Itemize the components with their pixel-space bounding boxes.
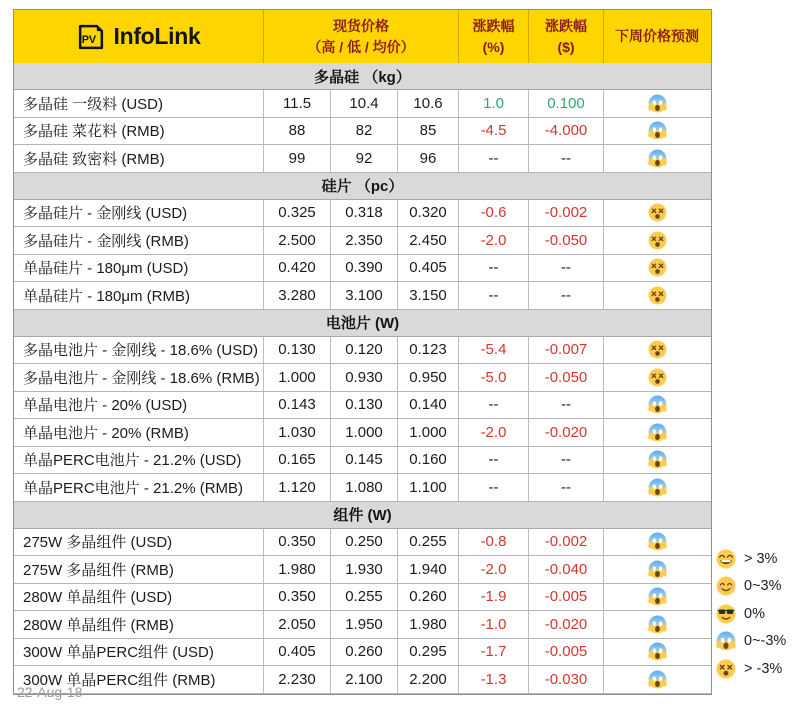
change-usd: -4.000 <box>529 118 604 145</box>
scream-face-icon <box>604 584 710 611</box>
change-percent: -2.0 <box>459 227 529 254</box>
table-row <box>14 392 711 420</box>
product-label: 多晶电池片 - 金刚线 - 18.6% (RMB) <box>14 364 264 391</box>
price-average: 2.200 <box>398 666 459 693</box>
price-average: 2.450 <box>398 227 459 254</box>
price-high: 1.030 <box>264 419 331 446</box>
price-low: 10.4 <box>331 90 398 117</box>
product-label: 单晶PERC电池片 - 21.2% (USD) <box>14 447 264 474</box>
price-average: 0.160 <box>398 447 459 474</box>
price-average: 0.320 <box>398 200 459 227</box>
table-row <box>14 118 711 146</box>
change-percent: -- <box>459 282 529 309</box>
price-high: 0.350 <box>264 529 331 556</box>
change-percent: -0.8 <box>459 529 529 556</box>
price-average: 1.000 <box>398 419 459 446</box>
section-title: 硅片 （pc） <box>321 178 404 195</box>
product-label: 单晶硅片 - 180μm (USD) <box>14 255 264 282</box>
forecast-title: 下周价格预测 <box>615 28 699 45</box>
price-average: 0.295 <box>398 639 459 666</box>
table-row <box>14 337 711 365</box>
change-usd: -0.030 <box>529 666 604 693</box>
product-label: 275W 多晶组件 (RMB) <box>14 556 264 583</box>
change-usd: -0.050 <box>529 227 604 254</box>
dizzy-face-icon <box>716 659 736 679</box>
change-usd: -0.002 <box>529 200 604 227</box>
product-label: 多晶硅片 - 金刚线 (USD) <box>14 200 264 227</box>
pv-logo-icon <box>76 22 106 52</box>
spot-price-subtitle: （高 / 低 / 均价） <box>307 38 415 55</box>
change-usd: -- <box>529 447 604 474</box>
price-low: 0.930 <box>331 364 398 391</box>
report-date: 22-Aug-18 <box>17 684 83 700</box>
price-high: 0.405 <box>264 639 331 666</box>
spot-price-title: 现货价格 <box>333 18 389 35</box>
change-percent: 1.0 <box>459 90 529 117</box>
product-label: 多晶硅 菜花料 (RMB) <box>14 118 264 145</box>
product-label: 300W 单晶PERC组件 (RMB) <box>14 666 264 693</box>
change-percent-title: 涨跌幅 <box>472 18 515 35</box>
change-percent: -2.0 <box>459 419 529 446</box>
change-usd: -0.040 <box>529 556 604 583</box>
price-high: 2.230 <box>264 666 331 693</box>
price-high: 0.165 <box>264 447 331 474</box>
price-high: 88 <box>264 118 331 145</box>
price-high: 0.420 <box>264 255 331 282</box>
change-percent: -- <box>459 474 529 501</box>
legend-label: 0% <box>744 605 765 622</box>
product-label: 单晶PERC电池片 - 21.2% (RMB) <box>14 474 264 501</box>
legend-label: > -3% <box>744 660 783 677</box>
price-high: 0.350 <box>264 584 331 611</box>
dizzy-face-icon <box>604 255 710 282</box>
price-average: 0.405 <box>398 255 459 282</box>
price-low: 1.930 <box>331 556 398 583</box>
price-high: 2.050 <box>264 611 331 638</box>
change-usd: -- <box>529 474 604 501</box>
change-usd: -- <box>529 392 604 419</box>
section-header-row <box>14 63 711 90</box>
product-label: 275W 多晶组件 (USD) <box>14 529 264 556</box>
section-title: 多晶硅 （kg） <box>314 68 411 86</box>
table-row <box>14 639 711 667</box>
table-row <box>14 90 711 118</box>
scream-face-icon <box>604 392 710 419</box>
table-body <box>14 63 711 694</box>
price-high: 99 <box>264 145 331 172</box>
legend-item <box>716 545 786 573</box>
col-header-change-usd <box>529 10 604 63</box>
scream-face-icon <box>604 556 710 583</box>
price-average: 1.980 <box>398 611 459 638</box>
change-usd: -0.005 <box>529 584 604 611</box>
scream-face-icon <box>604 118 710 145</box>
price-low: 1.080 <box>331 474 398 501</box>
product-label: 280W 单晶组件 (USD) <box>14 584 264 611</box>
legend-item <box>716 573 786 601</box>
table-row <box>14 474 711 502</box>
legend-label: 0~3% <box>744 578 782 595</box>
scream-face-icon <box>604 474 710 501</box>
price-low: 0.250 <box>331 529 398 556</box>
dizzy-face-icon <box>604 282 710 309</box>
table-row <box>14 419 711 447</box>
price-low: 0.120 <box>331 337 398 364</box>
price-average: 96 <box>398 145 459 172</box>
legend-item <box>716 628 786 656</box>
legend-item <box>716 600 786 628</box>
dizzy-face-icon <box>604 227 710 254</box>
price-low: 0.130 <box>331 392 398 419</box>
price-high: 1.980 <box>264 556 331 583</box>
scream-face-icon <box>716 631 736 651</box>
cool-face-icon <box>716 604 736 624</box>
product-label: 多晶硅 一级料 (USD) <box>14 90 264 117</box>
price-low: 82 <box>331 118 398 145</box>
price-high: 2.500 <box>264 227 331 254</box>
table-row <box>14 529 711 557</box>
product-label: 280W 单晶组件 (RMB) <box>14 611 264 638</box>
price-average: 0.950 <box>398 364 459 391</box>
change-usd: -0.020 <box>529 419 604 446</box>
table-row <box>14 227 711 255</box>
section-title: 电池片 (W) <box>325 315 400 332</box>
change-percent: -1.7 <box>459 639 529 666</box>
price-table <box>13 9 712 695</box>
table-row <box>14 255 711 283</box>
change-usd-title: 涨跌幅 <box>545 18 587 35</box>
change-usd: -- <box>529 255 604 282</box>
price-average: 0.140 <box>398 392 459 419</box>
col-header-change-percent <box>459 10 529 63</box>
dizzy-face-icon <box>604 364 710 391</box>
section-header-row <box>14 310 711 337</box>
table-row <box>14 447 711 475</box>
price-low: 2.350 <box>331 227 398 254</box>
change-percent: -- <box>459 145 529 172</box>
brand-logo <box>14 10 264 63</box>
product-label: 多晶硅片 - 金刚线 (RMB) <box>14 227 264 254</box>
change-usd-unit: ($) <box>557 38 575 55</box>
change-percent: -1.9 <box>459 584 529 611</box>
scream-face-icon <box>604 419 710 446</box>
change-percent: -5.0 <box>459 364 529 391</box>
table-row <box>14 584 711 612</box>
scream-face-icon <box>604 666 710 693</box>
change-percent: -- <box>459 255 529 282</box>
price-average: 0.260 <box>398 584 459 611</box>
grin-face-icon <box>716 549 736 569</box>
price-low: 92 <box>331 145 398 172</box>
table-row <box>14 282 711 310</box>
table-row <box>14 145 711 173</box>
product-label: 单晶电池片 - 20% (RMB) <box>14 419 264 446</box>
dizzy-face-icon <box>604 337 710 364</box>
price-low: 1.000 <box>331 419 398 446</box>
change-percent-unit: (%) <box>482 38 505 55</box>
scream-face-icon <box>604 639 710 666</box>
price-low: 0.390 <box>331 255 398 282</box>
smile-face-icon <box>716 576 736 596</box>
change-usd: -0.005 <box>529 639 604 666</box>
scream-face-icon <box>604 529 710 556</box>
price-low: 0.145 <box>331 447 398 474</box>
scream-face-icon <box>604 611 710 638</box>
price-high: 3.280 <box>264 282 331 309</box>
change-percent: -0.6 <box>459 200 529 227</box>
change-percent: -- <box>459 447 529 474</box>
price-average: 1.940 <box>398 556 459 583</box>
section-header-row <box>14 173 711 200</box>
legend-label: > 3% <box>744 550 778 567</box>
change-percent: -4.5 <box>459 118 529 145</box>
table-row <box>14 556 711 584</box>
price-high: 11.5 <box>264 90 331 117</box>
table-row <box>14 611 711 639</box>
change-percent: -5.4 <box>459 337 529 364</box>
price-high: 0.325 <box>264 200 331 227</box>
change-percent: -- <box>459 392 529 419</box>
change-usd: -- <box>529 145 604 172</box>
change-usd: 0.100 <box>529 90 604 117</box>
product-label: 单晶硅片 - 180μm (RMB) <box>14 282 264 309</box>
price-average: 10.6 <box>398 90 459 117</box>
price-high: 0.130 <box>264 337 331 364</box>
price-average: 0.123 <box>398 337 459 364</box>
scream-face-icon <box>604 90 710 117</box>
price-high: 1.120 <box>264 474 331 501</box>
product-label: 300W 单晶PERC组件 (USD) <box>14 639 264 666</box>
forecast-legend <box>716 545 786 683</box>
section-header-row <box>14 502 711 529</box>
product-label: 多晶硅 致密料 (RMB) <box>14 145 264 172</box>
price-low: 2.100 <box>331 666 398 693</box>
legend-label: 0~-3% <box>744 633 787 650</box>
price-average: 0.255 <box>398 529 459 556</box>
price-low: 1.950 <box>331 611 398 638</box>
table-row <box>14 666 711 694</box>
change-usd: -- <box>529 282 604 309</box>
price-low: 0.318 <box>331 200 398 227</box>
table-row <box>14 364 711 392</box>
col-header-forecast <box>604 10 710 63</box>
pv-logo-text: PV <box>82 33 97 46</box>
price-low: 3.100 <box>331 282 398 309</box>
price-low: 0.260 <box>331 639 398 666</box>
change-usd: -0.007 <box>529 337 604 364</box>
dizzy-face-icon <box>604 200 710 227</box>
price-average: 3.150 <box>398 282 459 309</box>
change-percent: -2.0 <box>459 556 529 583</box>
change-usd: -0.050 <box>529 364 604 391</box>
change-usd: -0.002 <box>529 529 604 556</box>
price-high: 0.143 <box>264 392 331 419</box>
col-header-spot-price <box>264 10 459 63</box>
legend-item <box>716 655 786 683</box>
brand-name: InfoLink <box>113 22 201 49</box>
price-high: 1.000 <box>264 364 331 391</box>
table-row <box>14 200 711 228</box>
price-average: 1.100 <box>398 474 459 501</box>
price-average: 85 <box>398 118 459 145</box>
price-low: 0.255 <box>331 584 398 611</box>
change-percent: -1.0 <box>459 611 529 638</box>
product-label: 单晶电池片 - 20% (USD) <box>14 392 264 419</box>
change-usd: -0.020 <box>529 611 604 638</box>
scream-face-icon <box>604 145 710 172</box>
change-percent: -1.3 <box>459 666 529 693</box>
product-label: 多晶电池片 - 金刚线 - 18.6% (USD) <box>14 337 264 364</box>
scream-face-icon <box>604 447 710 474</box>
section-title: 组件 (W) <box>333 507 392 524</box>
table-header-row <box>14 10 711 63</box>
